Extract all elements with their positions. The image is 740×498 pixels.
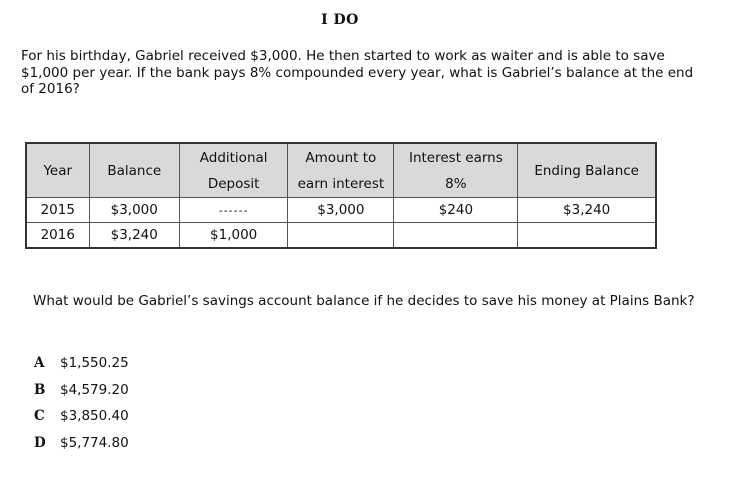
problem-statement: For his birthday, Gabriel received $3,000. He then started to work as waiter and is able to save $1,000 per year. If the bank pays 8% compounded every year, what is Gabriel’s balance at the end of 2016? [21, 48, 694, 97]
table-header-row [26, 143, 656, 198]
header-year: Year [26, 143, 89, 198]
table-row [26, 223, 656, 249]
balance-table [25, 142, 657, 249]
choice-letter: C [34, 408, 45, 424]
choice-value: $1,550.25 [60, 355, 129, 371]
header-ending-balance: Ending Balance [518, 143, 656, 198]
header-amount-to-earn-interest [288, 143, 394, 198]
answer-choices [34, 355, 129, 461]
header-balance: Balance [89, 143, 179, 198]
cell-balance: $3,240 [89, 223, 179, 249]
choice-value: $3,850.40 [60, 408, 129, 424]
cell-additional-deposit: ------ [179, 198, 287, 223]
cell-year: 2015 [26, 198, 89, 223]
choice-c[interactable] [34, 408, 129, 435]
cell-ending-balance [518, 223, 656, 249]
section-heading: I DO [321, 12, 359, 28]
choice-letter: A [34, 355, 45, 371]
cell-ending-balance: $3,240 [518, 198, 656, 223]
cell-interest [394, 223, 518, 249]
header-amount-line1: Amount to [305, 149, 377, 166]
choice-d[interactable] [34, 435, 129, 462]
header-interest-line1: Interest earns [408, 149, 503, 166]
cell-balance: $3,000 [89, 198, 179, 223]
header-additional-line2: Deposit [207, 175, 260, 192]
table-row [26, 198, 656, 223]
cell-additional-deposit: $1,000 [179, 223, 287, 249]
header-amount-line2: earn interest [297, 175, 385, 192]
choice-b[interactable] [34, 382, 129, 409]
cell-amount [288, 223, 394, 249]
choice-letter: B [34, 381, 46, 398]
choice-letter: D [34, 434, 46, 451]
header-interest-line2: 8% [445, 175, 467, 192]
header-interest-earns [394, 143, 518, 198]
cell-amount: $3,000 [288, 198, 394, 223]
cell-interest: $240 [394, 198, 518, 223]
choice-a[interactable] [34, 355, 129, 382]
choice-value: $5,774.80 [60, 434, 129, 451]
header-additional-deposit [179, 143, 287, 198]
cell-year: 2016 [26, 223, 89, 249]
header-additional-line1: Additional [199, 149, 268, 166]
choice-value: $4,579.20 [60, 381, 129, 398]
question-text: What would be Gabriel’s savings account balance if he decides to save his money at Plains Bank? [33, 293, 695, 309]
